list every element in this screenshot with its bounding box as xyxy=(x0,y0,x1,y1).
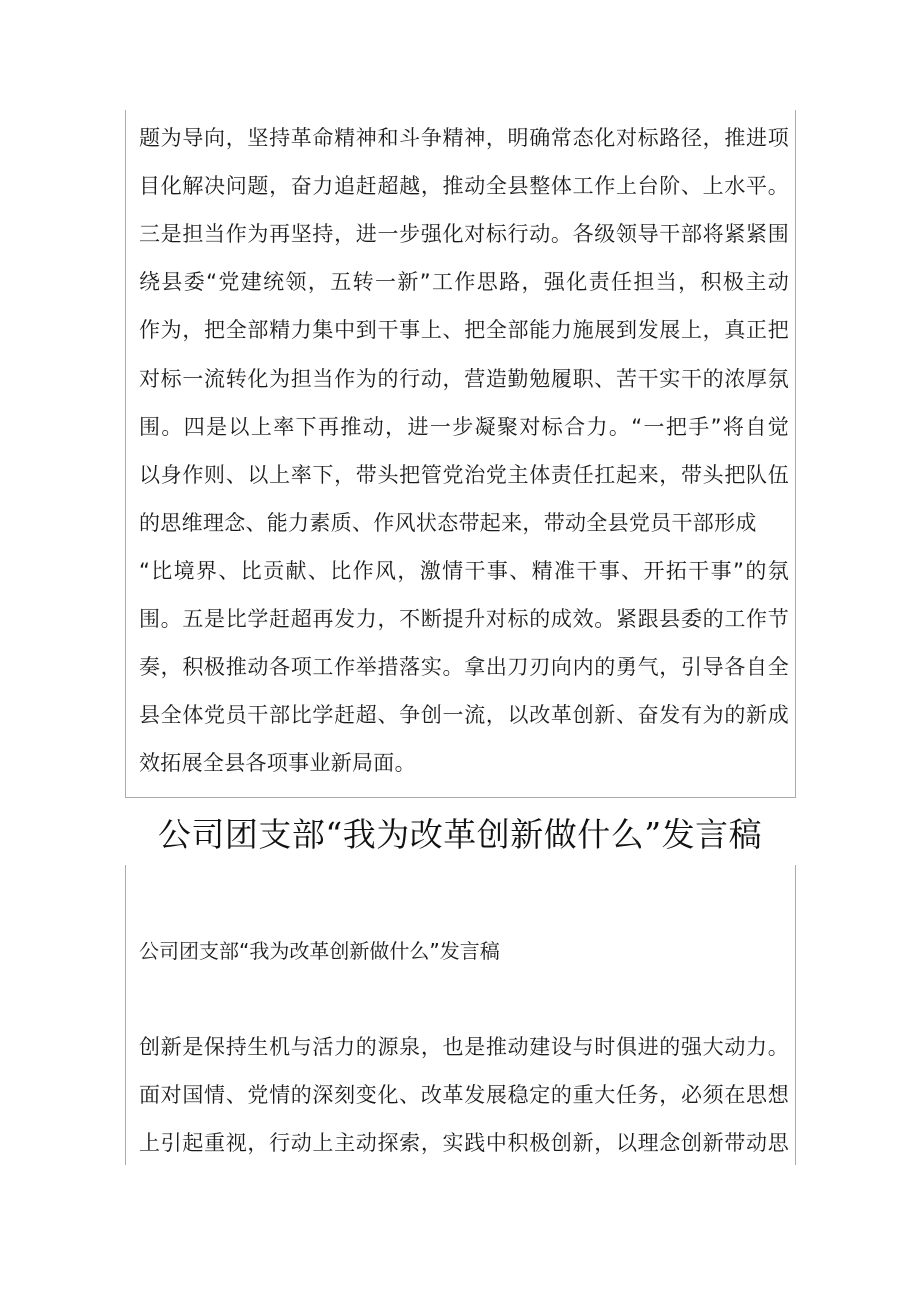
paragraph-line: 目化解决问题，奋力追赶超越，推动全县整体工作上台阶、上水平。 xyxy=(139,174,789,198)
document-title: 公司团支部“我为改革创新做什么”发言稿 xyxy=(157,815,763,854)
paragraph-line: 围。五是比学赶超再发力，不断提升对标的成效。紧跟县委的工作节 xyxy=(139,607,789,631)
document-subtitle: 公司团支部“我为改革创新做什么”发言稿 xyxy=(139,939,500,963)
paragraph-line: 题为导向，坚持革命精神和斗争精神，明确常态化对标路径，推进项 xyxy=(139,126,789,150)
paragraph-line: 面对国情、党情的深刻变化、改革发展稳定的重大任务，必须在思想 xyxy=(139,1083,789,1107)
paragraph-line: 县全体党员干部比学赶超、争创一流，以改革创新、奋发有为的新成 xyxy=(139,703,789,727)
paragraph-line: 创新是保持生机与活力的源泉，也是推动建设与时俱进的强大动力。 xyxy=(139,1035,789,1059)
paragraph-line: 的思维理念、能力素质、作风状态带起来，带动全县党员干部形成 xyxy=(139,511,757,535)
paragraph-line: 对标一流转化为担当作为的行动，营造勤勉履职、苦干实干的浓厚氛 xyxy=(139,367,789,391)
paragraph-line: 作为，把全部精力集中到干事上、把全部能力施展到发展上，真正把 xyxy=(139,318,789,342)
paragraph-line: 绕县委“党建统领，五转一新”工作思路，强化责任担当，积极主动 xyxy=(139,270,789,294)
top-text-frame xyxy=(125,110,796,798)
paragraph-line: 三是担当作为再坚持，进一步强化对标行动。各级领导干部将紧紧围 xyxy=(139,222,789,246)
paragraph-line: 围。四是以上率下再推动，进一步凝聚对标合力。“一把手”将自觉 xyxy=(139,415,789,439)
paragraph-line: 奏，积极推动各项工作举措落实。拿出刀刃向内的勇气，引导各自全 xyxy=(139,655,789,679)
paragraph-line: 以身作则、以上率下，带头把管党治党主体责任扛起来，带头把队伍 xyxy=(139,463,789,487)
paragraph-line: 效拓展全县各项事业新局面。 xyxy=(139,751,416,775)
bottom-text-frame xyxy=(125,865,796,1165)
paragraph-line: 上引起重视，行动上主动探索，实践中积极创新，以理念创新带动思 xyxy=(139,1131,789,1155)
paragraph-line: “比境界、比贡献、比作风，激情干事、精准干事、开拓干事”的氛 xyxy=(139,559,789,583)
